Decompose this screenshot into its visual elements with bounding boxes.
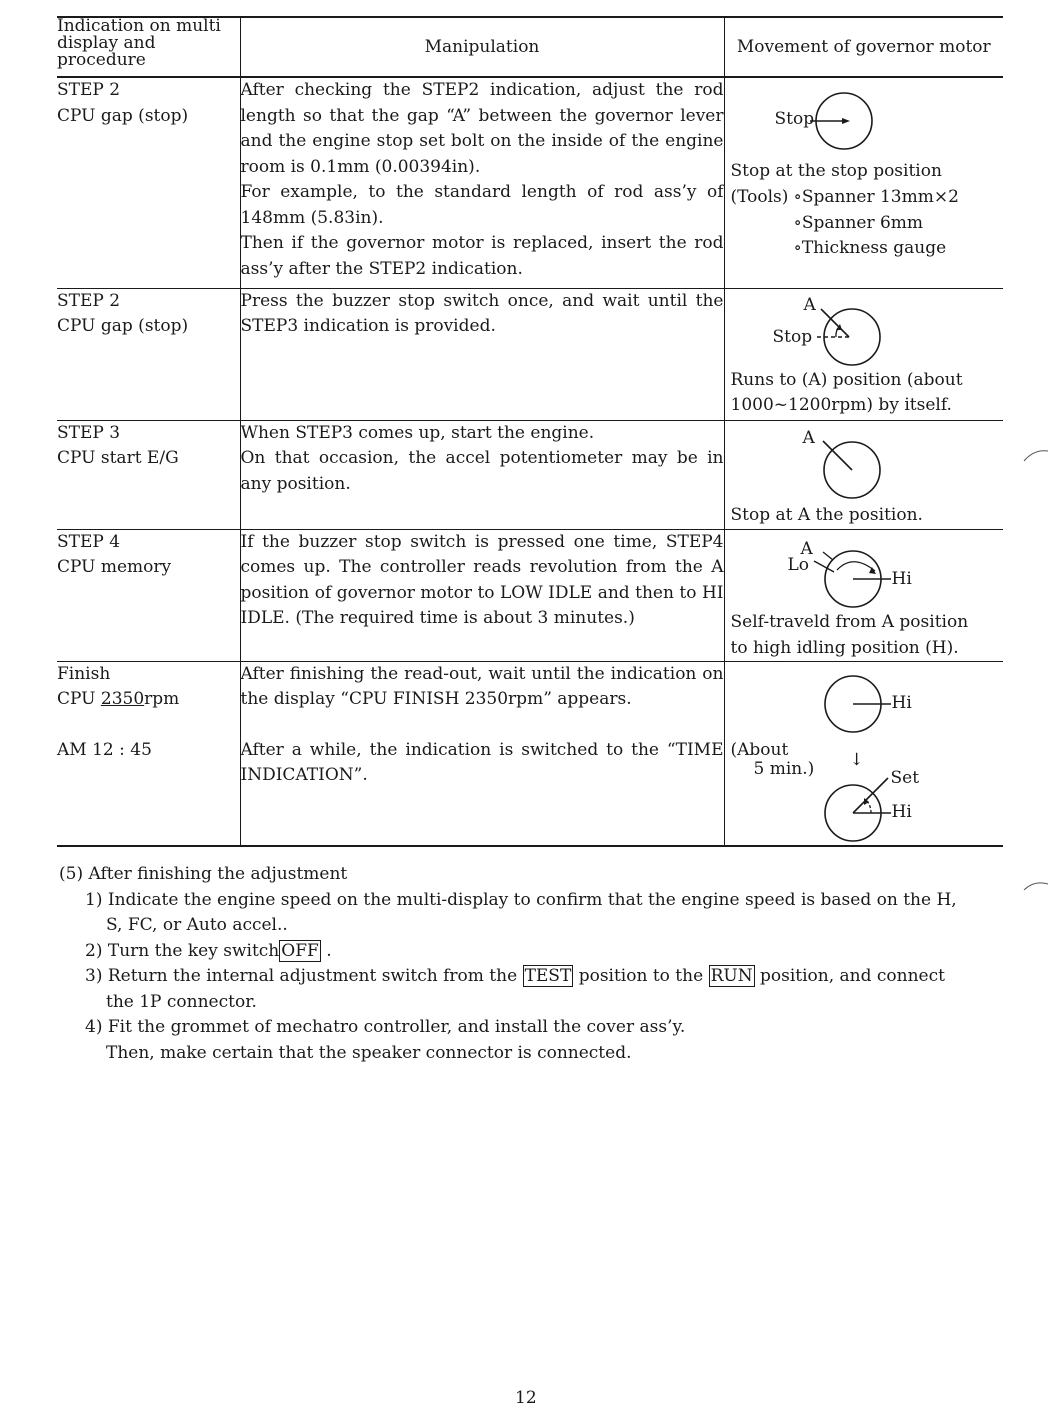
governor-adjustment-table: [57, 16, 1003, 847]
movement-text: 1000~1200rpm) by itself.: [730, 394, 952, 415]
step-item: [59, 888, 999, 914]
step-text: Indicate the engine speed on the multi-display to confirm that the engine speed is based on the H,: [107, 889, 957, 910]
movement-cell: [724, 77, 1003, 288]
about-text: 5 min.): [753, 758, 815, 779]
table-header-row: [57, 17, 1003, 77]
header-indication-line: display and: [57, 33, 156, 53]
manipulation-text: Press the buzzer stop switch once, and wait until the STEP3 indication is provided.: [240, 290, 724, 336]
about-text: (About: [730, 739, 789, 760]
indication-prefix: CPU: [57, 689, 101, 709]
diagram-label-hi: Hi: [891, 568, 912, 589]
run-key-label: RUN: [710, 966, 753, 986]
tool-item: ∘Spanner 13mm×2: [793, 187, 959, 207]
section-title: (5) After finishing the adjustment: [59, 864, 348, 884]
diagram-label-hi: Hi: [891, 801, 912, 822]
manipulation-cell: [240, 661, 724, 846]
table-row: [57, 661, 1003, 846]
down-arrow-icon: ↓: [849, 749, 864, 770]
tool-item: ∘Spanner 6mm: [793, 213, 924, 233]
step-text: position, and connect: [754, 966, 945, 986]
after-adjustment-section: [59, 862, 999, 1066]
indication-unit: rpm: [144, 689, 180, 709]
diagram-label-stop: Stop: [772, 326, 813, 347]
step-text-continued: the 1P connector.: [106, 991, 257, 1012]
header-indication-line: Indication on multi: [57, 16, 221, 36]
indication-cell: [57, 420, 240, 529]
diagram-label-set: Set: [890, 767, 920, 788]
header-indication-line: procedure: [57, 50, 146, 70]
indication-line: CPU gap (stop): [57, 105, 189, 126]
step-text-continued: Then, make certain that the speaker connector is connected.: [106, 1042, 632, 1063]
movement-text: Stop at the stop position: [730, 161, 942, 181]
indication-rpm-value: 2350: [100, 689, 145, 709]
movement-text: Stop at A the position.: [730, 504, 923, 525]
manipulation-text: Then if the governor motor is replaced, insert the rod ass’y after the STEP2 indication.: [240, 233, 724, 279]
indication-cell: [57, 661, 240, 846]
movement-text: Self-traveld from A position: [730, 611, 969, 632]
manipulation-cell: [240, 420, 724, 529]
movement-cell: [724, 661, 1003, 846]
indication-line: CPU gap (stop): [57, 316, 189, 336]
movement-text: Runs to (A) position (about: [730, 369, 963, 390]
manipulation-cell: [240, 77, 724, 288]
indication-line: STEP 3: [57, 422, 121, 443]
manipulation-text: On that occasion, the accel potentiometer may be in any position.: [240, 448, 724, 494]
step-number: 3): [85, 966, 103, 986]
manipulation-text: After checking the STEP2 indication, adjust the rod length so that the gap “A” between the governor lever and the engine stop set bolt on the inside of the engine room is 0.1mm (0.00394in).: [240, 80, 724, 177]
indication-time: AM 12 : 45: [57, 739, 152, 760]
diagram-label-a: A: [800, 538, 813, 559]
table-row: [57, 288, 1003, 420]
manipulation-text: For example, to the standard length of rod ass’y of 148mm (5.83in).: [240, 182, 724, 228]
manipulation-text: After a while, the indication is switched to the “TIME INDICATION”.: [240, 739, 724, 785]
indication-line: STEP 2: [57, 290, 121, 311]
step-number: 4): [85, 1017, 103, 1037]
header-movement: Movement of governor motor: [724, 17, 1003, 77]
table-row: [57, 420, 1003, 529]
indication-line: Finish: [57, 663, 111, 684]
manipulation-text: After finishing the read-out, wait until the indication on the display “CPU FINISH 2350rpm” appears.: [240, 663, 724, 709]
manipulation-cell: [240, 288, 724, 420]
header-manipulation: Manipulation: [240, 17, 724, 77]
indication-cell: [57, 529, 240, 661]
table-row: [57, 529, 1003, 661]
movement-cell: [724, 288, 1003, 420]
step-item: [59, 1015, 999, 1041]
diagram-label-lo: Lo: [787, 554, 810, 575]
indication-line: STEP 4: [57, 531, 121, 552]
indication-line: STEP 2: [57, 80, 121, 100]
binding-mark: [1022, 445, 1050, 465]
off-key-label: OFF: [281, 940, 319, 961]
manipulation-text: If the buzzer stop switch is pressed one time, STEP4 comes up. The controller reads revolution from the A position of governor motor to LOW IDLE and then to HI IDLE. (The required time is about 3 minutes.): [240, 531, 724, 628]
step-text: Return the internal adjustment switch from the: [107, 966, 523, 986]
indication-cell: [57, 288, 240, 420]
diagram-label-hi: Hi: [891, 692, 912, 713]
table-row: [57, 77, 1003, 288]
indication-line: CPU start E/G: [57, 448, 179, 468]
page-number: 12: [515, 1388, 537, 1408]
movement-cell: [724, 420, 1003, 529]
step-text: position to the: [573, 966, 709, 986]
movement-cell: [724, 529, 1003, 661]
indication-line: CPU memory: [57, 557, 172, 577]
diagram-label-a: A: [803, 294, 816, 315]
diagram-label-stop: Stop: [774, 109, 815, 129]
tool-item: ∘Thickness gauge: [793, 238, 947, 258]
step-text-continued: S, FC, or Auto accel..: [106, 915, 288, 935]
tools-label: (Tools): [730, 187, 789, 207]
manipulation-cell: [240, 529, 724, 661]
indication-cell: [57, 77, 240, 288]
step-text: Fit the grommet of mechatro controller, and install the cover ass’y.: [107, 1017, 686, 1037]
diagram-label-a: A: [802, 427, 815, 448]
step-item: [59, 964, 999, 990]
step-number: 2): [85, 940, 103, 961]
indication-line: [57, 687, 240, 713]
step-item: [59, 939, 999, 965]
header-indication: [57, 17, 240, 77]
binding-mark: [1022, 878, 1050, 898]
step-text: .: [320, 940, 332, 961]
manipulation-text: When STEP3 comes up, start the engine.: [240, 422, 595, 443]
step-number: 1): [85, 889, 103, 910]
step-text: Turn the key switch: [107, 940, 280, 961]
test-key-label: TEST: [524, 966, 572, 986]
movement-text: to high idling position (H).: [730, 637, 959, 658]
